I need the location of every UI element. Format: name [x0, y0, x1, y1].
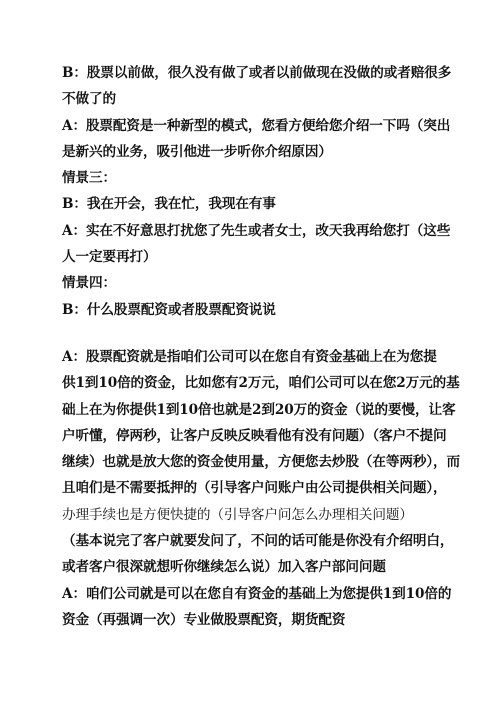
dialogue-line-b-2: B：我在开会，我在忙，我现在有事 — [62, 196, 276, 213]
dialogue-line-a-3-cont-1: 供1到10倍的资金，比如您有2万元，咱们公司可以在您2万元的基 — [62, 375, 460, 392]
scenario-heading-4: 情景四： — [62, 275, 116, 292]
scenario-heading-3: 情景三： — [62, 170, 116, 187]
dialogue-line-a-2: A：实在不好意思打扰您了先生或者女士，改天我再给您打（这些 — [62, 222, 451, 239]
dialogue-line-a-2-cont: 人一定要再打） — [62, 249, 157, 266]
dialogue-line-a-3-cont-4: 继续）也就是放大您的资金使用量，方便您去炒股（在等两秒），而 — [62, 454, 461, 471]
dialogue-line-a-1-cont: 是新兴的业务，吸引他进一步听你介绍原因） — [62, 143, 332, 160]
document-page — [62, 60, 461, 633]
note-line-1: （基本说完了客户就要发问了，不问的话可能是你没有介绍明白， — [62, 533, 454, 550]
dialogue-line-a-4-cont: 资金（再强调一次）专业做股票配资，期货配资 — [62, 611, 346, 628]
dialogue-line-a-3-cont-3: 户听懂，停两秒，让客户反映反映看他有没有问题）（客户不提问 — [62, 427, 447, 444]
paragraph-gap — [62, 323, 448, 344]
dialogue-line-b-1-cont: 不做了的 — [62, 91, 116, 108]
dialogue-line-a-3-cont-5: 且咱们是不需要抵押的（引导客户问账户由公司提供相关问题）， — [62, 480, 447, 497]
dialogue-line-a-3: A：股票配资就是指咱们公司可以在您自有资金基础上在为您提 — [62, 348, 437, 365]
dialogue-line-a-4: A：咱们公司就是可以在您自有资金的基础上为您提供1到10倍的 — [62, 585, 452, 602]
dialogue-line-b-3: B：什么股票配资或者股票配资说说 — [62, 301, 276, 318]
dialogue-line-a-1: A：股票配资是一种新型的模式，您看方便给您介绍一下吗（突出 — [62, 117, 451, 134]
note-line-2: 或者客户很深就想听你继续怎么说）加入客户部问问题 — [62, 559, 386, 576]
dialogue-line-b-1: B：股票以前做，很久没有做了或者以前做现在没做的或者赔很多 — [62, 65, 452, 81]
dialogue-line-a-3-cont-2: 础上在为你提供1到10倍也就是2到20万的资金（说的要慢，让客 — [62, 401, 456, 418]
dialogue-line-a-3-cont-6: 办理手续也是方便快捷的（引导客户问怎么办理相关问题） — [62, 506, 413, 523]
